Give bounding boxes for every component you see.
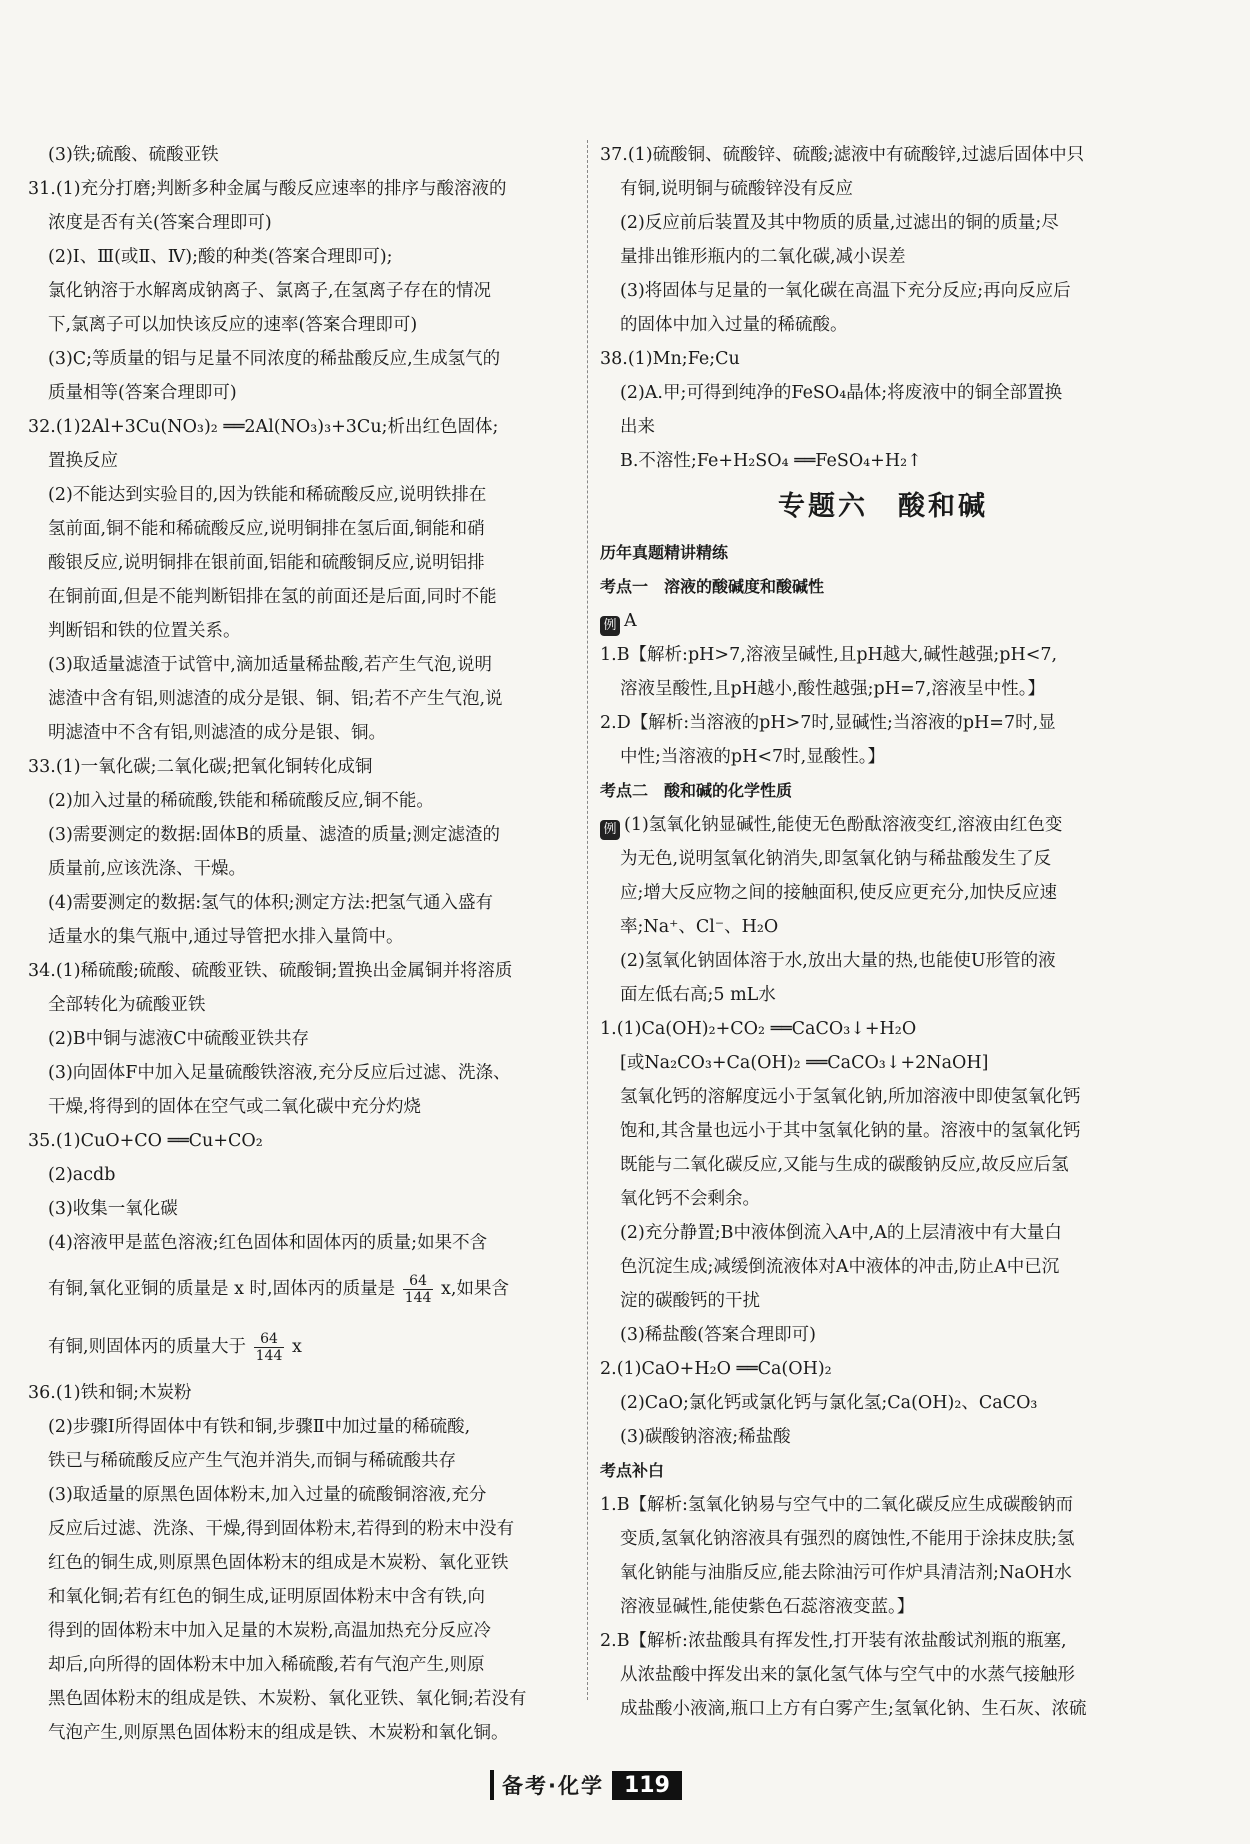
answer-line: 却后,向所得的固体粉末中加入稀硫酸,若有气泡产生,则原	[48, 1655, 485, 1675]
answer-line: 34.(1)稀硫酸;硫酸、硫酸亚铁、硫酸铜;置换出金属铜并将溶质	[28, 961, 513, 981]
answer-line: (3)铁;硫酸、硫酸亚铁	[48, 145, 219, 165]
key-point-2-lines	[600, 842, 1166, 1454]
answer-line: (3)向固体F中加入足量硫酸铁溶液,充分反应后过滤、洗涤、	[48, 1063, 511, 1083]
question-36	[28, 1376, 576, 1750]
left-column	[28, 138, 576, 1750]
answer-line: 明滤渣中不含有铝,则滤渣的成分是银、铜。	[48, 723, 387, 743]
answer-line: 饱和,其含量也远小于其中氢氧化钠的量。溶液中的氢氧化钙	[620, 1121, 1081, 1141]
answer-line: 2.D【解析:当溶液的pH>7时,显碱性;当溶液的pH=7时,显	[600, 713, 1056, 733]
question-35	[28, 1124, 576, 1376]
left-column-lines	[28, 138, 576, 1124]
example-line	[600, 604, 1166, 638]
answer-line: 38.(1)Mn;Fe;Cu	[600, 349, 740, 369]
example-icon: 例	[600, 820, 620, 840]
right-column	[600, 138, 1166, 1726]
answer-line: 氢前面,铜不能和稀硫酸反应,说明铜排在氢后面,铜能和硝	[48, 519, 485, 539]
answer-line: (2)CaO;氯化钙或氯化钙与氯化氢;Ca(OH)₂、CaCO₃	[620, 1393, 1038, 1413]
answer-line: 32.(1)2Al+3Cu(NO₃)₂ ══2Al(NO₃)₃+3Cu;析出红色固体;	[28, 417, 499, 437]
answer-line: 36.(1)铁和铜;木炭粉	[28, 1383, 192, 1403]
answer-line: 下,氯离子可以加快该反应的速率(答案合理即可)	[48, 315, 418, 335]
key-point-3-lines	[600, 1488, 1166, 1726]
footer-bar	[490, 1770, 494, 1800]
answer-line: (4)需要测定的数据:氢气的体积;测定方法:把氢气通入盛有	[48, 893, 493, 913]
answer-line: (3)将固体与足量的一氧化碳在高温下充分反应;再向反应后	[620, 281, 1071, 301]
answer-line: (2)B中铜与滤液C中硫酸亚铁共存	[48, 1029, 310, 1049]
answer-line: (3)取适量的原黑色固体粉末,加入过量的硫酸铜溶液,充分	[48, 1485, 487, 1505]
answer-text: 有铜,则固体丙的质量大于	[48, 1337, 247, 1357]
answer-line: 氧化钙不会剩余。	[620, 1189, 760, 1209]
answer-line: 适量水的集气瓶中,通过导管把水排入量筒中。	[48, 927, 404, 947]
answer-line: (2)步骤Ⅰ所得固体中有铁和铜,步骤Ⅱ中加过量的稀硫酸,	[48, 1417, 471, 1437]
fraction	[254, 1331, 285, 1364]
answer-line: 37.(1)硫酸铜、硫酸锌、硫酸;滤液中有硫酸锌,过滤后固体中只	[600, 145, 1085, 165]
answer-line: 红色的铜生成,则原黑色固体粉末的组成是木炭粉、氧化亚铁	[48, 1553, 509, 1573]
section-title: 专题六 酸和碱	[778, 491, 988, 522]
answer-line: (3)碳酸钠溶液;稀盐酸	[620, 1427, 791, 1447]
fraction-denominator: 144	[255, 1348, 283, 1364]
answer-line: (2)Ⅰ、Ⅲ(或Ⅱ、Ⅳ);酸的种类(答案合理即可);	[48, 247, 393, 267]
fraction	[403, 1273, 434, 1306]
answer-line: 黑色固体粉末的组成是铁、木炭粉、氧化亚铁、氧化铜;若没有	[48, 1689, 527, 1709]
answer-line: (2)反应前后装置及其中物质的质量,过滤出的铜的质量;尽	[620, 213, 1059, 233]
answer-line: 既能与二氧化碳反应,又能与生成的碳酸钠反应,故反应后氢	[620, 1155, 1069, 1175]
answer-line-with-fraction	[28, 1260, 576, 1318]
answer-line: 有铜,说明铜与硫酸锌没有反应	[620, 179, 854, 199]
fraction-numerator: 64	[403, 1273, 434, 1290]
answer-line: 浓度是否有关(答案合理即可)	[48, 213, 272, 233]
answer-line: 干燥,将得到的固体在空气或二氧化碳中充分灼烧	[48, 1097, 422, 1117]
answer-line: 氢氧化钙的溶解度远小于氢氧化钠,所加溶液中即使氢氧化钙	[620, 1087, 1081, 1107]
example-line	[600, 808, 1166, 842]
answer-line: 得到的固体粉末中加入足量的木炭粉,高温加热充分反应冷	[48, 1621, 492, 1641]
example-answer: A	[624, 611, 637, 631]
column-divider	[587, 140, 588, 1700]
answer-line: 从浓盐酸中挥发出来的氯化氢气体与空气中的水蒸气接触形	[620, 1665, 1075, 1685]
answer-line: (3)收集一氧化碳	[48, 1199, 178, 1219]
answer-line: (3)C;等质量的铝与足量不同浓度的稀盐酸反应,生成氢气的	[48, 349, 501, 369]
answer-line: (3)需要测定的数据:固体B的质量、滤渣的质量;测定滤渣的	[48, 825, 500, 845]
answer-line: 氧化钠能与油脂反应,能去除油污可作炉具清洁剂;NaOH水	[620, 1563, 1072, 1583]
answer-line: 为无色,说明氢氧化钠消失,即氢氧化钠与稀盐酸发生了反	[620, 849, 1052, 869]
answer-text: 有铜,氧化亚铜的质量是 x 时,固体丙的质量是	[48, 1279, 396, 1299]
answer-line: 1.B【解析:pH>7,溶液呈碱性,且pH越大,碱性越强;pH<7,	[600, 645, 1058, 665]
answer-line: 35.(1)CuO+CO ══Cu+CO₂	[28, 1131, 263, 1151]
key-point-2-title: 考点二 酸和碱的化学性质	[600, 781, 793, 800]
key-point-1-lines	[600, 638, 1166, 774]
subsection-title: 历年真题精讲精练	[600, 543, 729, 562]
answer-line: 质量前,应该洗涤、干燥。	[48, 859, 247, 879]
answer-line: 判断铝和铁的位置关系。	[48, 621, 241, 641]
answer-line: 33.(1)一氧化碳;二氧化碳;把氧化铜转化成铜	[28, 757, 373, 777]
key-point-3-title: 考点补白	[600, 1461, 665, 1480]
answer-line: 滤渣中含有铝,则滤渣的成分是银、铜、铝;若不产生气泡,说	[48, 689, 503, 709]
answer-line: 2.B【解析:浓盐酸具有挥发性,打开装有浓盐酸试剂瓶的瓶塞,	[600, 1631, 1067, 1651]
answer-line: (2)不能达到实验目的,因为铁能和稀硫酸反应,说明铁排在	[48, 485, 487, 505]
answer-line: 中性;当溶液的pH<7时,显酸性。】	[620, 747, 885, 767]
answer-line: 酸银反应,说明铜排在银前面,铝能和硫酸铜反应,说明铝排	[48, 553, 485, 573]
answer-line: 淀的碳酸钙的干扰	[620, 1291, 760, 1311]
answer-text: x	[291, 1337, 302, 1357]
answer-line: 2.(1)CaO+H₂O ══Ca(OH)₂	[600, 1359, 832, 1379]
answer-line: 成盐酸小液滴,瓶口上方有白雾产生;氢氧化钠、生石灰、浓硫	[620, 1699, 1087, 1719]
fraction-denominator: 144	[404, 1290, 432, 1306]
answer-line: (2)acdb	[48, 1165, 116, 1185]
answer-line: 应;增大反应物之间的接触面积,使反应更充分,加快反应速	[620, 883, 1058, 903]
answer-line: (2)加入过量的稀硫酸,铁能和稀硫酸反应,铜不能。	[48, 791, 434, 811]
answer-line: 反应后过滤、洗涤、干燥,得到固体粉末,若得到的粉末中没有	[48, 1519, 515, 1539]
answer-line: 变质,氢氧化钠溶液具有强烈的腐蚀性,不能用于涂抹皮肤;氢	[620, 1529, 1075, 1549]
answer-line: 在铜前面,但是不能判断铝排在氢的前面还是后面,同时不能	[48, 587, 497, 607]
answer-line: (2)充分静置;B中液体倒流入A中,A的上层清液中有大量白	[620, 1223, 1062, 1243]
answer-line: 氯化钠溶于水解离成钠离子、氯离子,在氢离子存在的情况	[48, 281, 492, 301]
fraction-numerator: 64	[254, 1331, 285, 1348]
answer-line: (3)稀盐酸(答案合理即可)	[620, 1325, 816, 1345]
key-point-1-title: 考点一 溶液的酸碱度和酸碱性	[600, 577, 825, 596]
answer-line: 出来	[620, 417, 655, 437]
answer-line: 溶液呈酸性,且pH越小,酸性越强;pH=7,溶液呈中性。】	[620, 679, 1046, 699]
answer-line: 的固体中加入过量的稀硫酸。	[620, 315, 848, 335]
answer-line: B.不溶性;Fe+H₂SO₄ ══FeSO₄+H₂↑	[620, 451, 922, 471]
answer-line: [或Na₂CO₃+Ca(OH)₂ ══CaCO₃↓+2NaOH]	[620, 1053, 989, 1073]
example-icon: 例	[600, 616, 620, 636]
answer-line: 铁已与稀硫酸反应产生气泡并消失,而铜与稀硫酸共存	[48, 1451, 457, 1471]
answer-text: x,如果含	[441, 1279, 509, 1299]
answer-line: 色沉淀生成;减缓倒流液体对A中液体的冲击,防止A中已沉	[620, 1257, 1060, 1277]
answer-line: 面左低右高;5 mL水	[620, 985, 776, 1005]
footer-label: 备考·化学	[502, 1774, 604, 1798]
answer-line: 质量相等(答案合理即可)	[48, 383, 237, 403]
answer-line: (4)溶液甲是蓝色溶液;红色固体和固体丙的质量;如果不含	[48, 1233, 488, 1253]
answer-line: 和氧化铜;若有红色的铜生成,证明原固体粉末中含有铁,向	[48, 1587, 486, 1607]
answer-line: 1.B【解析:氢氧化钠易与空气中的二氧化碳反应生成碳酸钠而	[600, 1495, 1073, 1515]
answer-line-with-fraction	[28, 1318, 576, 1376]
answer-line: 溶液显碱性,能使紫色石蕊溶液变蓝。】	[620, 1597, 915, 1617]
answer-line: 置换反应	[48, 451, 118, 471]
answer-line: 全部转化为硫酸亚铁	[48, 995, 206, 1015]
answer-line: 量排出锥形瓶内的二氧化碳,减小误差	[620, 247, 906, 267]
page-footer	[490, 1768, 682, 1802]
right-top-lines	[600, 138, 1166, 478]
answer-line: (2)氢氧化钠固体溶于水,放出大量的热,也能使U形管的液	[620, 951, 1056, 971]
answer-line: 气泡产生,则原黑色固体粉末的组成是铁、木炭粉和氧化铜。	[48, 1723, 509, 1743]
answer-line: 31.(1)充分打磨;判断多种金属与酸反应速率的排序与酸溶液的	[28, 179, 507, 199]
answer-line: (2)A.甲;可得到纯净的FeSO₄晶体;将废液中的铜全部置换	[620, 383, 1063, 403]
answer-line: (3)取适量滤渣于试管中,滴加适量稀盐酸,若产生气泡,说明	[48, 655, 492, 675]
answer-line: 1.(1)Ca(OH)₂+CO₂ ══CaCO₃↓+H₂O	[600, 1019, 917, 1039]
example-answer: (1)氢氧化钠显碱性,能使无色酚酞溶液变红,溶液由红色变	[624, 815, 1063, 835]
page-number: 119	[612, 1771, 682, 1800]
answer-line: 率;Na⁺、Cl⁻、H₂O	[620, 917, 779, 937]
